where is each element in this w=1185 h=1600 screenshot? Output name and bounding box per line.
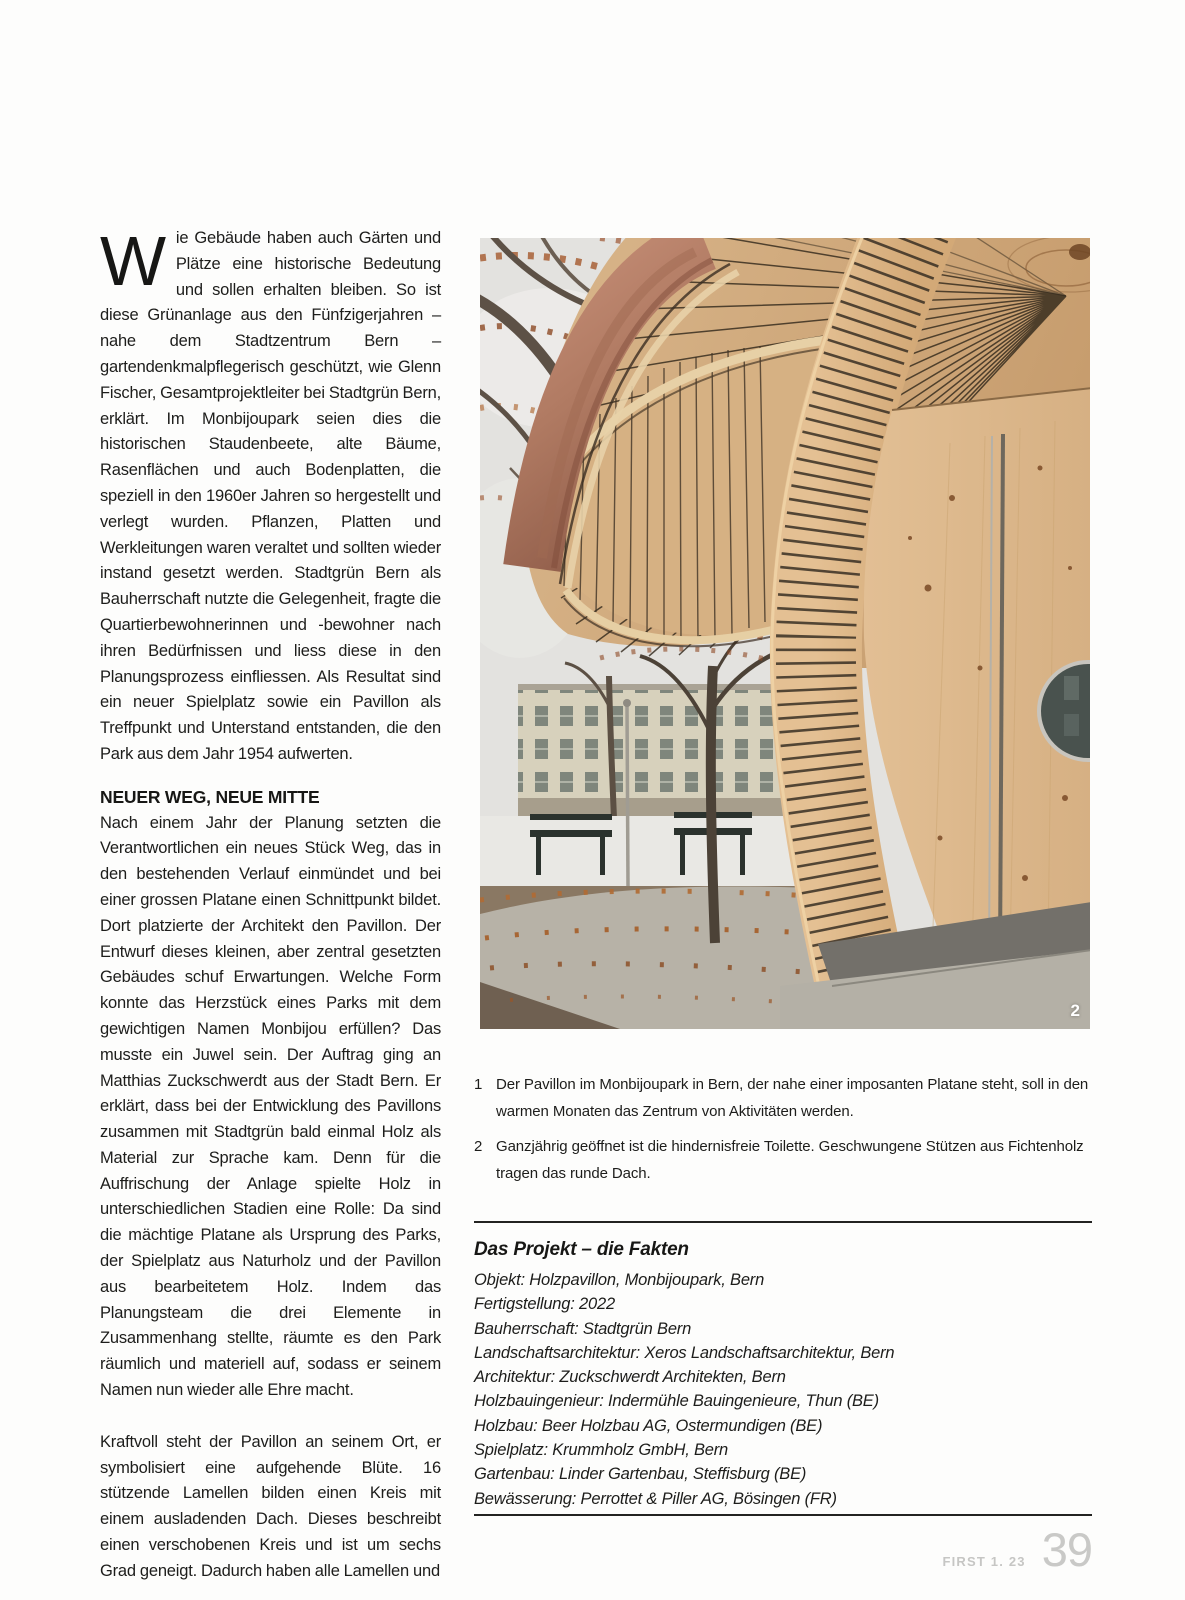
photo-label: 2 [1070, 1001, 1080, 1020]
magazine-name: FIRST 1. 23 [942, 1554, 1026, 1569]
pavilion-photo [480, 238, 1090, 1029]
facts-line-fertigstellung: Fertigstellung: 2022 [474, 1295, 615, 1314]
facts-box [474, 1221, 1092, 1511]
facts-bottom-rule [474, 1514, 1092, 1516]
article-column [100, 222, 441, 1585]
facts-line-architektur: Architektur: Zuckschwerdt Architekten, Bern [474, 1368, 786, 1387]
page-number: 39 [1041, 1523, 1092, 1576]
intro-paragraph [100, 222, 441, 768]
facts-line-holzbauingenieur: Holzbauingenieur: Indermühle Bauingenieure, Thun (BE) [474, 1392, 879, 1411]
facts-line-holzbau: Holzbau: Beer Holzbau AG, Ostermundigen (BE) [474, 1416, 823, 1435]
caption-block [474, 1072, 1090, 1196]
caption-2-text: Ganzjährig geöffnet ist die hindernisfreie Toilette. Geschwungene Stützen aus Fichtenholz tragen das runde Dach. [496, 1138, 1084, 1182]
facts-line-bewaesserung: Bewässerung: Perrottet & Piller AG, Bösingen (FR) [474, 1489, 837, 1508]
caption-1-text: Der Pavillon im Monbijoupark in Bern, der nahe einer imposanten Platane steht, soll in den warmen Monaten das Zentrum von Aktivitäten werden. [496, 1076, 1089, 1120]
paragraph-form: Kraftvoll steht der Pavillon an seinem Ort, er symbolisiert eine aufgehende Blüte. 16 stützende Lamellen bilden einen Kreis mit einem ausladenden Dach. Dieses beschreibt einen verschobenen Kreis und ist um sechs Grad geneigt. Dadurch haben alle Lamellen und [100, 1432, 441, 1580]
paragraph-planning: Nach einem Jahr der Planung setzten die Verantwortlichen ein neues Stück Weg, das in den bestehenden Verlauf einmündet und bei einer grossen Platane einen Schnittpunkt bildet. Dort platzierte der Architekt den Pavillon. Der Entwurf dieses kleinen, aber zentral gesetzten Gebäudes schuf Erwartungen. Welche Form konnte das Herzstück eines Parks mit dem gewichtigen Namen Monbijou erfüllen? Das musste ein Juwel sein. Der Auftrag ging an Matthias Zuckschwerdt aus der Stadt Bern. Er erklärt, dass bei der Entwicklung des Pavillons zusammen mit Stadtgrün bald einmal Holz als Material zur Sprache kam. Denn für die Auffrischung der Anlage spielte Holz in unterschiedlichen Stadien eine Rolle: Da sind die mächtige Platane als Ursprung des Parks, der Spielplatz aus Naturholz und der Pavillon aus bearbeitetem Holz. Indem das Planungsteam die drei Elemente in Zusammenhang stellte, räumte es den Park räumlich und materiell auf, sodass er seinem Namen nun wieder alle Ehre macht. [100, 813, 441, 1400]
facts-line-objekt: Objekt: Holzpavillon, Monbijoupark, Bern [474, 1271, 765, 1289]
caption-1-number: 1 [474, 1076, 483, 1093]
caption-1 [474, 1072, 1090, 1125]
page-footer [474, 1522, 1092, 1577]
facts-line-spielplatz: Spielplatz: Krummholz GmbH, Bern [474, 1441, 729, 1460]
caption-2 [474, 1134, 1090, 1187]
facts-title: Das Projekt – die Fakten [474, 1239, 689, 1260]
facts-line-gartenbau: Gartenbau: Linder Gartenbau, Steffisburg (BE) [474, 1465, 807, 1484]
intro-paragraph-text: ie Gebäude haben auch Gärten und Plätze eine historische Bedeutung und sollen erhalten bleiben. So ist diese Grünanlage aus den Fünfzigerjahren – nahe dem Stadtzentrum Bern – gartendenkmalpflegerisch geschützt, wie Glenn Fischer, Gesamtprojektleiter bei Stadtgrün Bern, erklärt. Im Monbijoupark seien dies die historischen Staudenbeete, alte Bäume, Rasenflächen und auch Bodenplatten, die speziell in den 1960er Jahren so hergestellt und verlegt wurden. Pflanzen, Platten und Werkleitungen waren veraltet und sollten wieder instand gesetzt werden. Stadtgrün Bern als Bauherrschaft nutzte die Gelegenheit, fragte die Quartierbewohnerinnen und -bewohner nach ihren Bedürfnissen und liess diese in den Planungsprozess einfliessen. Als Resultat sind ein neuer Spielplatz sowie ein Pavillon als Treffpunkt und Unterstand entstanden, die den Park aus dem Jahr 1954 aufwerten. [100, 229, 441, 763]
facts-line-bauherrschaft: Bauherrschaft: Stadtgrün Bern [474, 1319, 692, 1338]
section-heading: NEUER WEG, NEUE MITTE [100, 786, 320, 807]
facts-line-landschaftsarchitektur: Landschaftsarchitektur: Xeros Landschaftsarchitektur, Bern [474, 1343, 895, 1362]
drop-cap: W [100, 222, 166, 300]
caption-2-number: 2 [474, 1138, 483, 1155]
pavilion-photo-illustration [480, 238, 1090, 1029]
